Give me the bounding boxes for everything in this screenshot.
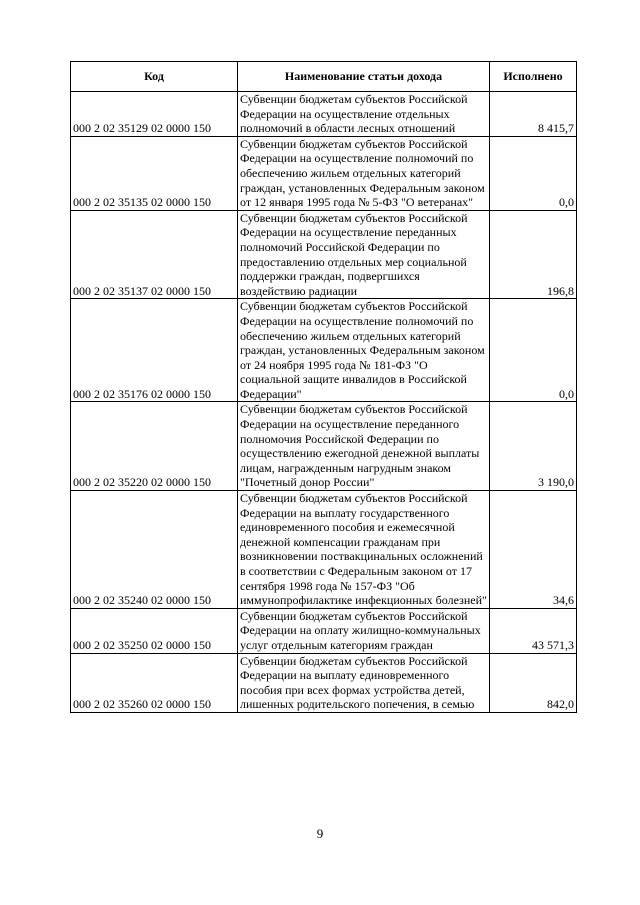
row-name: Субвенции бюджетам субъектов Российской Федерации на осуществление переданных полномочий Российской Федерации по предоставлению отдельных мер социальной поддержки граждан, подвергшихся воздействию радиации: [238, 210, 490, 299]
header-value: Исполнено: [490, 62, 577, 92]
table-row: [71, 653, 577, 712]
page-number: 9: [316, 826, 324, 841]
row-code: 000 2 02 35176 02 0000 150: [71, 299, 238, 402]
row-code: 000 2 02 35240 02 0000 150: [71, 491, 238, 609]
row-value: 8 415,7: [490, 92, 577, 137]
table-row: [71, 92, 577, 137]
row-name: Субвенции бюджетам субъектов Российской Федерации на осуществление полномочий по обеспечению жильем отдельных категорий граждан, установленных Федеральным законом от 24 ноября 1995 года № 181-ФЗ "О социальной защите инвалидов в Российской Федерации": [238, 299, 490, 402]
table-row: [71, 608, 577, 653]
row-value: 43 571,3: [490, 608, 577, 653]
row-name: Субвенции бюджетам субъектов Российской Федерации на осуществление полномочий по обеспечению жильем отдельных категорий граждан, установленных Федеральным законом от 12 января 1995 года № 5-ФЗ "О ветеранах": [238, 136, 490, 210]
row-code: 000 2 02 35135 02 0000 150: [71, 136, 238, 210]
row-code: 000 2 02 35250 02 0000 150: [71, 608, 238, 653]
table-header-row: [71, 62, 577, 92]
row-value: 34,6: [490, 491, 577, 609]
row-value: 3 190,0: [490, 402, 577, 491]
income-table: [70, 61, 577, 713]
row-name: Субвенции бюджетам субъектов Российской Федерации на осуществление отдельных полномочий в области лесных отношений: [238, 92, 490, 137]
row-code: 000 2 02 35260 02 0000 150: [71, 653, 238, 712]
header-name: Наименование статьи дохода: [238, 62, 490, 92]
table-row: [71, 491, 577, 609]
table-row: [71, 299, 577, 402]
row-name: Субвенции бюджетам субъектов Российской Федерации на осуществление переданного полномочия Российской Федерации по осуществлению ежегодной денежной выплаты лицам, награжденным нагрудным знаком "Почетный донор России": [238, 402, 490, 491]
row-code: 000 2 02 35220 02 0000 150: [71, 402, 238, 491]
row-name: Субвенции бюджетам субъектов Российской Федерации на оплату жилищно-коммунальных услуг отдельным категориям граждан: [238, 608, 490, 653]
row-value: 0,0: [490, 299, 577, 402]
row-name: Субвенции бюджетам субъектов Российской Федерации на выплату единовременного пособия при всех формах устройства детей, лишенных родительского попечения, в семью: [238, 653, 490, 712]
row-code: 000 2 02 35137 02 0000 150: [71, 210, 238, 299]
row-value: 0,0: [490, 136, 577, 210]
table-row: [71, 210, 577, 299]
row-code: 000 2 02 35129 02 0000 150: [71, 92, 238, 137]
header-code: Код: [71, 62, 238, 92]
table-row: [71, 402, 577, 491]
row-value: 196,8: [490, 210, 577, 299]
table-row: [71, 136, 577, 210]
row-value: 842,0: [490, 653, 577, 712]
row-name: Субвенции бюджетам субъектов Российской Федерации на выплату государственного единовременного пособия и ежемесячной денежной компенсации гражданам при возникновении поствакцинальных осложнений в соответствии с Федеральным законом от 17 сентября 1998 года № 157-ФЗ "Об иммунопрофилактике инфекционных болезней": [238, 491, 490, 609]
